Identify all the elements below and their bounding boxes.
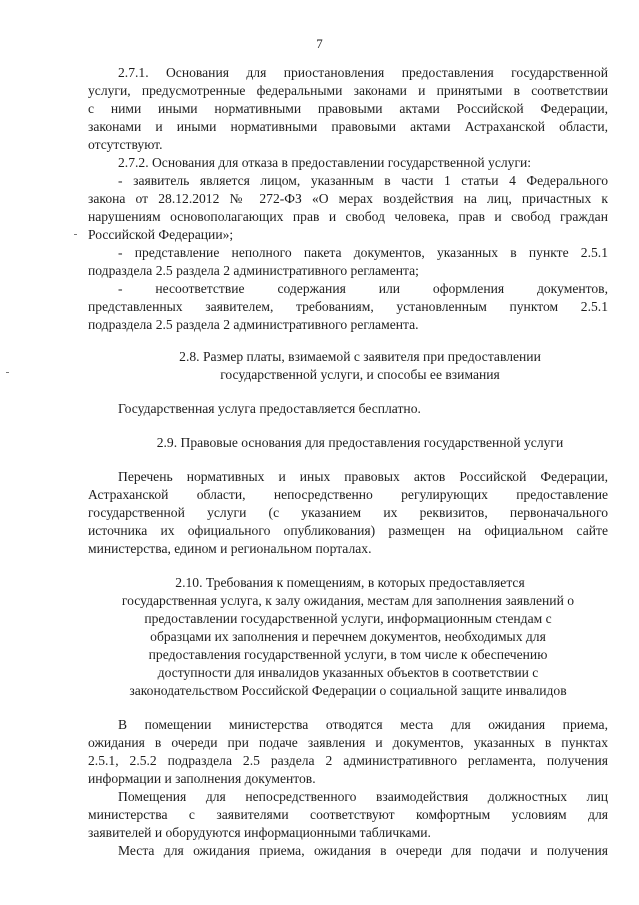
heading-line: 2.10. Требования к помещениям, в которых предоставляется [175,575,525,590]
paragraph-line: закона от 28.12.2012 № 272-ФЗ «О мерах воздействия на лиц, причастных к [88,191,608,206]
paragraph-line: Астраханской области, непосредственно регулирующих предоставление [88,487,608,502]
section-2-9-heading: 2.9. Правовые основания для предоставления государственной услуги [156,435,564,450]
paragraph-line: ожидания в очереди при подаче заявления и документов, указанных в пунктах [88,735,608,750]
scan-mark [6,372,9,373]
paragraph-line: Государственная услуга предоставляется бесплатно. [118,401,421,416]
page-number: 7 [316,36,323,51]
paragraph-line: представленных заявителем, требованиям, установленным пунктом 2.5.1 [88,299,608,314]
paragraph-line: подраздела 2.5 раздела 2 административного регламента. [88,317,419,332]
paragraph-line: Российской Федерации»; [88,227,234,242]
paragraph-line: Места для ожидания приема, ожидания в очереди для подачи и получения [118,843,608,858]
scan-mark [74,234,77,235]
paragraph-line: 2.7.1. Основания для приостановления предоставления государственной [118,65,608,80]
paragraph-line: министерства, едином и региональном порталах. [88,541,372,556]
paragraph-line: источника их официального опубликования) размещен на официальном сайте [88,523,608,538]
heading-line: законодательством Российской Федерации о социальной защите инвалидов [129,683,567,698]
paragraph-line: с ними иными нормативными правовыми актами Российской Федерации, [88,101,608,116]
paragraph-line: 2.7.2. Основания для отказа в предоставлении государственной услуги: [118,155,532,170]
paragraph-line: Перечень нормативных и иных правовых актов Российской Федерации, [118,469,608,484]
paragraph-line: услуги, предусмотренные федеральными законами и принятыми в соответствии [88,83,608,98]
heading-line: предоставлении государственной услуги, информационным стендам с [144,611,552,626]
paragraph-line: нарушениям основополагающих прав и свобод человека, прав и свобод граждан [88,209,608,224]
paragraph-line: министерства с заявителями соответствуют комфортным условиям для [88,807,608,822]
heading-line: доступности для инвалидов указанных объектов в соответствии с [157,665,539,680]
heading-line: образцами их заполнения и перечнем документов, необходимых для [150,629,546,644]
paragraph-line: отсутствуют. [88,137,163,152]
paragraph-line: 2.5.1, 2.5.2 подраздела 2.5 раздела 2 административного регламента, получения [88,753,608,768]
paragraph-line: В помещении министерства отводятся места для ожидания приема, [118,717,608,732]
heading-line: 2.8. Размер платы, взимаемой с заявителя при предоставлении [179,349,541,364]
paragraph-line: государственной услуги (с указанием их реквизитов, первоначального [88,505,608,520]
paragraph-line: заявителей и оборудуются информационными табличками. [88,825,431,840]
paragraph-line: законами и иными нормативными правовыми актами Астраханской области, [88,119,608,134]
paragraph-line: информации и заполнения документов. [88,771,316,786]
paragraph-line: Помещения для непосредственного взаимодействия должностных лиц [118,789,608,804]
heading-line: государственной услуги, и способы ее взимания [220,367,500,382]
paragraph-line: - представление неполного пакета документов, указанных в пункте 2.5.1 [118,245,608,260]
heading-line: государственная услуга, к залу ожидания, местам для заполнения заявлений о [121,593,575,608]
paragraph-line: - несоответствие содержания или оформления документов, [118,281,608,296]
paragraph-line: подраздела 2.5 раздела 2 административного регламента; [88,263,419,278]
heading-line: предоставления государственной услуги, в том числе к обеспечению [148,647,548,662]
paragraph-line: - заявитель является лицом, указанным в части 1 статьи 4 Федерального [118,173,608,188]
